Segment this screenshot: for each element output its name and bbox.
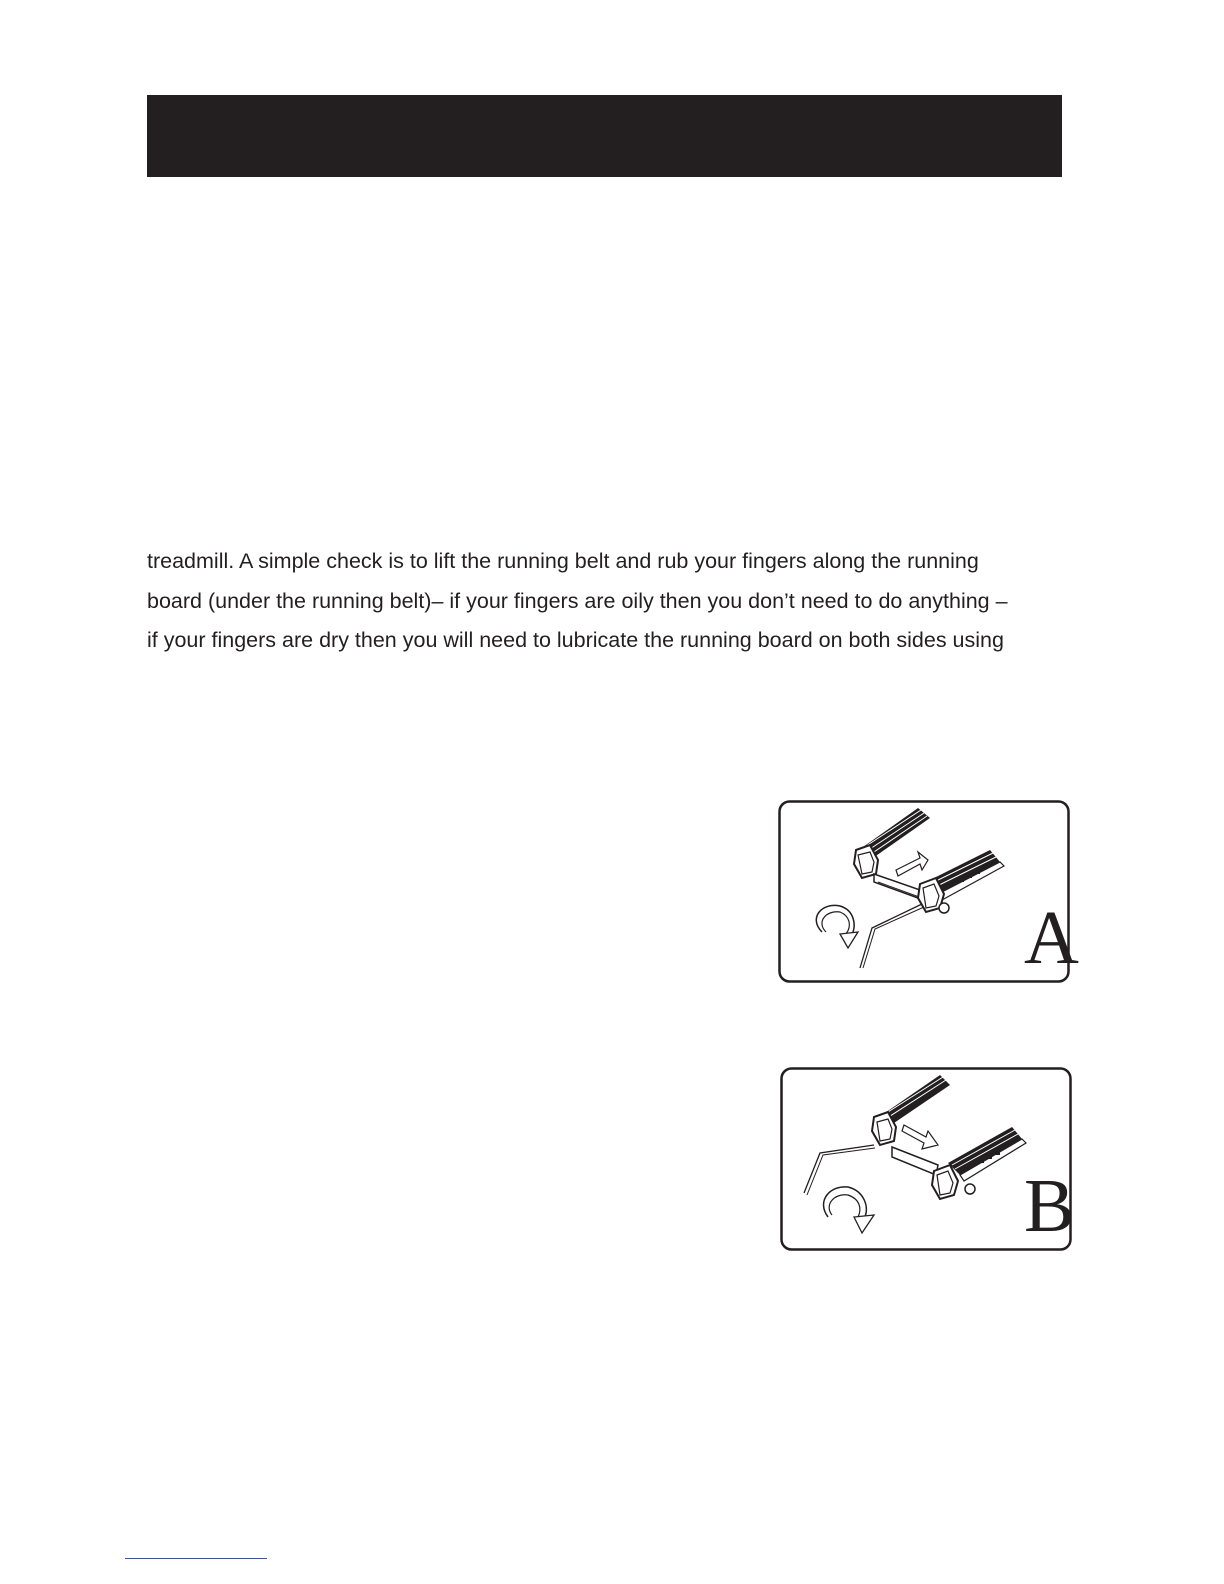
footnote-rule: [125, 1558, 267, 1559]
body-line-2: board (under the running belt)– if your fingers are oily then you don’t need to do anything –: [147, 588, 1008, 613]
figure-a-illustration: [778, 800, 1079, 983]
figure-b-label: B: [1024, 1164, 1075, 1248]
figure-a: [778, 800, 1079, 983]
figure-b-illustration: [780, 1067, 1075, 1251]
figure-a-label: A: [1024, 896, 1079, 980]
figure-b: [780, 1067, 1075, 1251]
body-line-1: treadmill. A simple check is to lift the running belt and rub your fingers along the running: [147, 549, 979, 573]
section-header-bar: [147, 95, 1062, 177]
body-paragraph: [147, 542, 1062, 661]
body-line-3: if your fingers are dry then you will need to lubricate the running board on both sides using: [147, 628, 1004, 652]
